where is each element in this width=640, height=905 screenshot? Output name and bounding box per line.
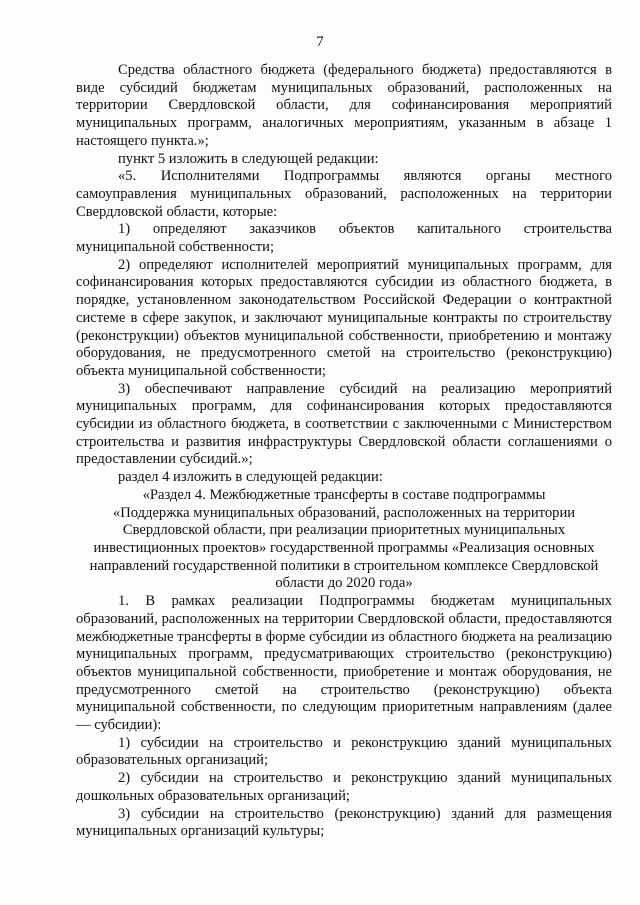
paragraph: 2) определяют исполнителей мероприятий муниципальных программ, для софинансирования которых предоставляются субсидии из областного бюджета, в порядке, установленном законодательством Российской Федерации о контрактной системе в сфере закупок, и заключают муниципальные контракты по строительству (реконструкции) объектов муниципальной собственности, приобретению и монтажу оборудования, не предусмотренного сметой на строительство (реконструкцию) объекта муниципальной собственности; [76, 256, 612, 379]
document-body [76, 62, 612, 841]
paragraph: 2) субсидии на строительство и реконструкцию зданий муниципальных дошкольных образовательных организаций; [76, 770, 612, 804]
paragraph: пункт 5 изложить в следующей редакции: [118, 150, 379, 167]
paragraph: 1) субсидии на строительство и реконструкцию зданий муниципальных образовательных организаций; [76, 734, 612, 769]
section-title-line: инвестиционных проектов» государственной программы «Реализация основных [93, 539, 595, 556]
paragraph: Средства областного бюджета (федерального бюджета) предоставляются в виде субсидий бюджетам муниципальных образований, расположенных на территории Свердловской области, для софинансирования мероприятий муниципальных программ, аналогичных мероприятиям, указанным в абзаце 1 настоящего пункта.»; [76, 62, 612, 149]
section-title-line: области до 2020 года» [275, 575, 413, 592]
paragraph: раздел 4 изложить в следующей редакции: [118, 469, 383, 486]
section-title-line: Свердловской области, при реализации приоритетных муниципальных [122, 522, 566, 539]
paragraph: 3) субсидии на строительство (реконструкцию) зданий для размещения муниципальных организаций культуры; [76, 805, 612, 840]
page-number: 7 [316, 34, 324, 50]
paragraph: 3) обеспечивают направление субсидий на реализацию мероприятий муниципальных программ, для софинансирования которых предоставляются субсидии из областного бюджета, в соответствии с заключенными с Министерством строительства и развития инфраструктуры Свердловской области соглашениями о предоставлении субсидий.»; [76, 380, 612, 468]
paragraph: 1) определяют заказчиков объектов капитального строительства муниципальной собственности; [76, 221, 612, 256]
section-title-line: «Раздел 4. Межбюджетные трансферты в составе подпрограммы [142, 486, 546, 503]
section-title-line: «Поддержка муниципальных образований, расположенных на территории [112, 504, 576, 521]
section-title [76, 487, 612, 593]
paragraph: «5. Исполнителями Подпрограммы являются органы местного самоуправления муниципальных образований, расположенных на территории Свердловской области, которые: [76, 168, 612, 220]
section-title-line: направлений государственной политики в строительном комплексе Свердловской [89, 557, 599, 574]
paragraph: 1. В рамках реализации Подпрограммы бюджетам муниципальных образований, расположенных на территории Свердловской области, предоставляются межбюджетные трансферты в форме субсидии из областного бюджета на реализацию муниципальных программ, предусматривающих строительство (реконструкцию) объектов муниципальной собственности, приобретение и монтаж оборудования, не предусмотренного сметой на строительство (реконструкцию) объекта муниципальной собственности, по следующим приоритетным направлениям (далее — субсидии): [76, 593, 612, 734]
